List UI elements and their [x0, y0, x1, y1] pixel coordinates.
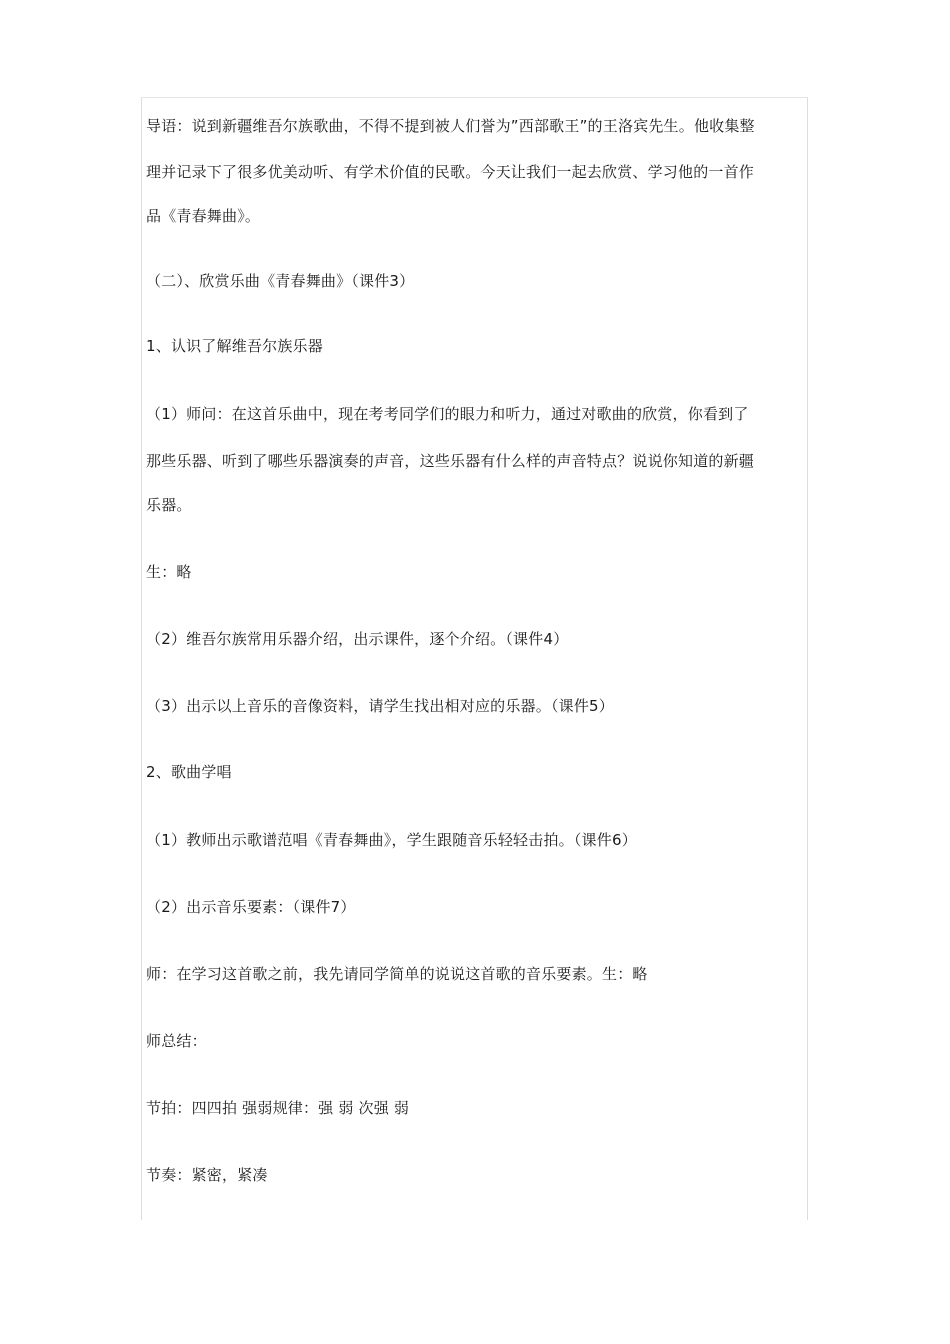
subheading-singing: 2、歌曲学唱 — [146, 763, 232, 781]
question-line-1: （1）师问：在这首乐曲中，现在考考同学们的眼力和听力，通过对歌曲的欣赏，你看到了 — [146, 405, 749, 423]
teacher-summary: 师总结： — [146, 1032, 207, 1050]
rhythm-line: 节奏：紧密，紧凑 — [146, 1166, 268, 1184]
music-elements: （2）出示音乐要素：（课件7） — [146, 898, 356, 916]
intro-line-1: 导语：说到新疆维吾尔族歌曲，不得不提到被人们誉为”西部歌王”的王洛宾先生。他收集整 — [146, 117, 755, 135]
page-frame — [141, 97, 808, 1220]
subheading-instruments: 1、认识了解维吾尔族乐器 — [146, 337, 323, 355]
teacher-demo: （1）教师出示歌谱范唱《青春舞曲》，学生跟随音乐轻轻击拍。（课件6） — [146, 831, 637, 849]
intro-line-2: 理并记录下了很多优美动听、有学术价值的民歌。今天让我们一起去欣赏、学习他的一首作 — [146, 163, 755, 181]
media-material: （3）出示以上音乐的音像资料，请学生找出相对应的乐器。（课件5） — [146, 697, 614, 715]
meter-line: 节拍：四四拍 强弱规律：强 弱 次强 弱 — [146, 1099, 410, 1117]
intro-line-3: 品《青春舞曲》。 — [146, 207, 261, 225]
teacher-question: 师：在学习这首歌之前，我先请同学简单的说说这首歌的音乐要素。生：略 — [146, 965, 648, 983]
instrument-intro: （2）维吾尔族常用乐器介绍，出示课件，逐个介绍。（课件4） — [146, 630, 569, 648]
section-heading: （二）、欣赏乐曲《青春舞曲》（课件3） — [146, 272, 415, 290]
question-line-2: 那些乐器、听到了哪些乐器演奏的声音，这些乐器有什么样的声音特点？说说你知道的新疆 — [146, 452, 755, 470]
student-answer: 生：略 — [146, 563, 192, 581]
question-line-3: 乐器。 — [146, 496, 192, 514]
